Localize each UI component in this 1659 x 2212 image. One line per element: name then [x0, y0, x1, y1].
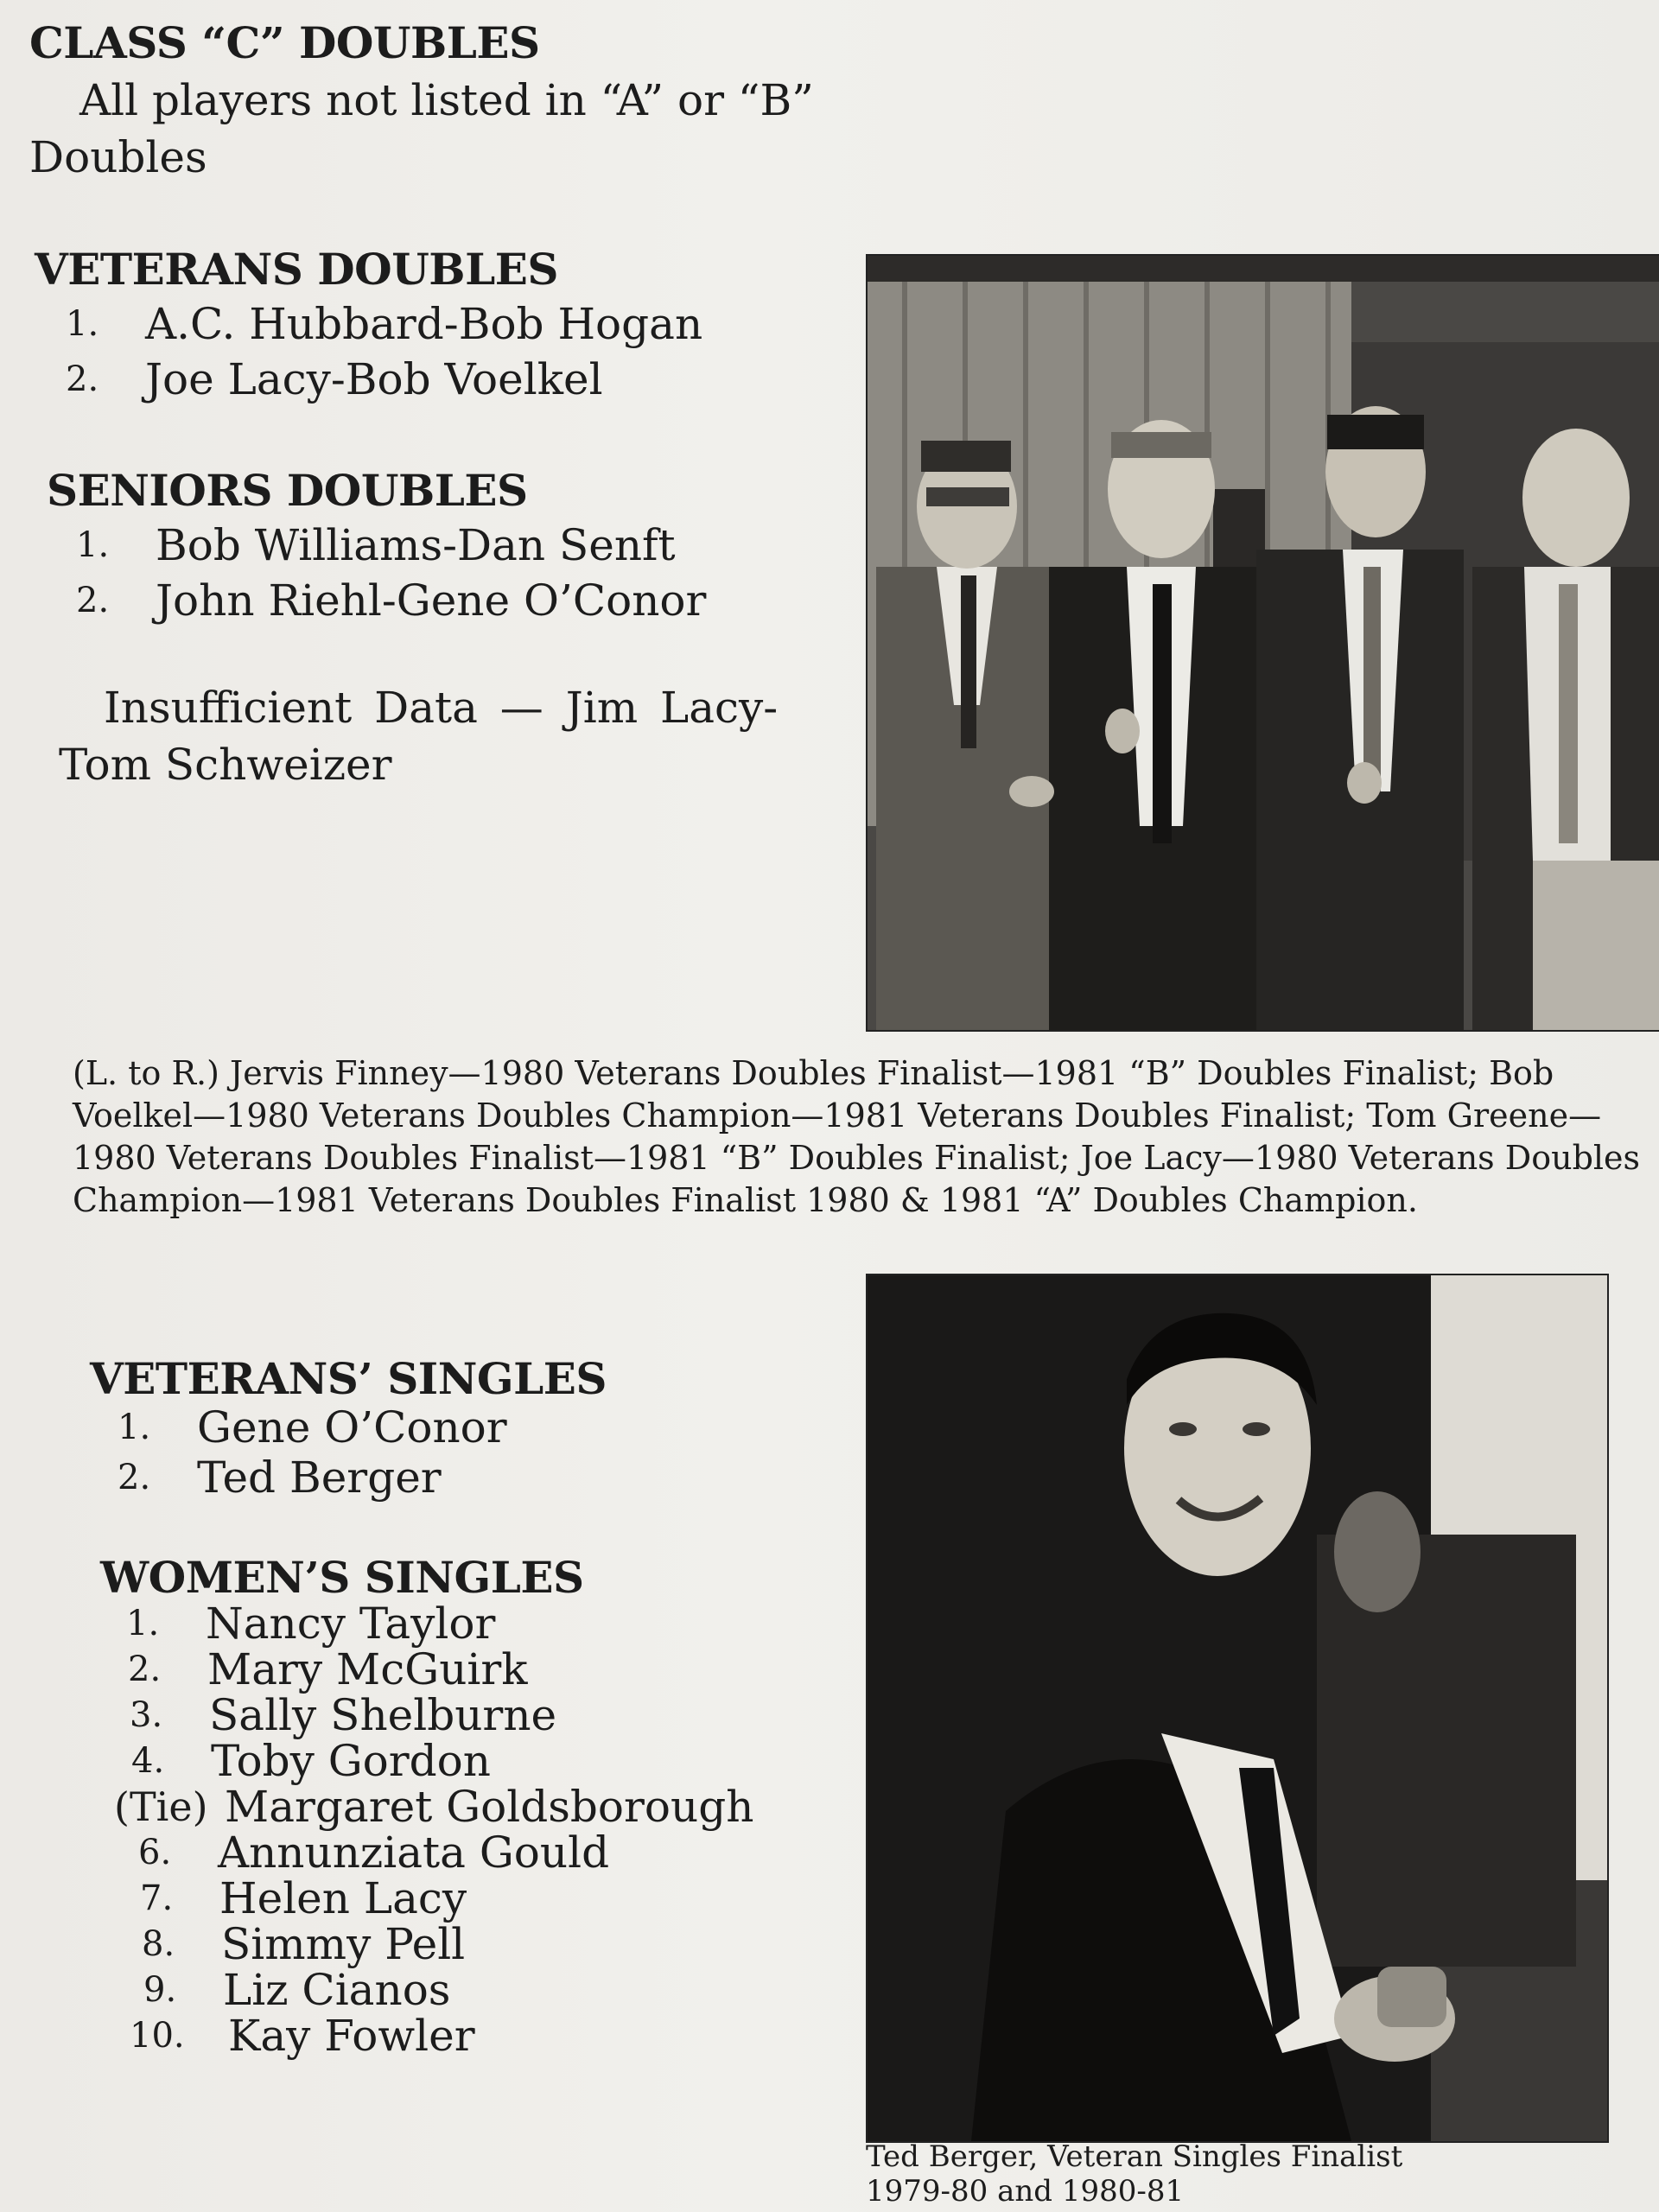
list-item: [100, 1967, 753, 2013]
note-line1: Insufficient Data — Jim Lacy-: [104, 683, 779, 733]
class-c-section: [29, 19, 814, 186]
insufficient-data-note: [59, 679, 778, 793]
veterans-doubles-section: [35, 245, 702, 407]
rank-number: 8.: [142, 1924, 175, 1964]
rank-number: 2.: [66, 359, 99, 399]
list-item: [118, 1402, 607, 1452]
list-item: [100, 1827, 753, 1878]
portrait-caption-line2: 1979-80 and 1980-81: [866, 2174, 1185, 2209]
rank-number: 1.: [118, 1408, 151, 1447]
veterans-singles-section: [90, 1355, 607, 1503]
class-c-line1: All players not listed in “A” or “B”: [79, 75, 814, 125]
player-names: John Riehl-Gene O’Conor: [156, 575, 707, 626]
list-item: [100, 1873, 753, 1923]
player-name: Toby Gordon: [211, 1736, 491, 1786]
rank-number: 2.: [76, 581, 110, 620]
player-name: Kay Fowler: [228, 2011, 475, 2061]
player-name: Liz Cianos: [223, 1965, 451, 2015]
player-name: Gene O’Conor: [197, 1402, 507, 1452]
caption-line2: Voelkel—1980 Veterans Doubles Champion—1981 Veterans Doubles Finalist; Tom Greene—: [73, 1096, 1602, 1135]
portrait-photo-caption: [866, 2139, 1402, 2209]
rank-number: 1.: [76, 525, 110, 565]
group-photo-caption: [73, 1052, 1641, 1222]
player-name: Helen Lacy: [219, 1873, 467, 1923]
player-name: Simmy Pell: [221, 1919, 466, 1969]
player-name: Nancy Taylor: [206, 1599, 496, 1649]
list-item: [100, 1601, 753, 1647]
rank-number: 3.: [130, 1695, 163, 1735]
veterans-singles-heading: VETERANS’ SINGLES: [90, 1353, 607, 1404]
player-names: A.C. Hubbard-Bob Hogan: [145, 299, 703, 349]
list-item: [100, 1738, 753, 1784]
rank-number: 6.: [138, 1833, 172, 1872]
group-photo: [866, 254, 1659, 1032]
seniors-doubles-heading: SENIORS DOUBLES: [47, 465, 528, 516]
player-name: Margaret Goldsborough: [225, 1782, 754, 1832]
list-item: [76, 518, 706, 573]
rank-number: 10.: [130, 2016, 185, 2056]
class-c-line2: Doubles: [29, 132, 207, 182]
rank-number: 4.: [131, 1741, 165, 1781]
player-names: Bob Williams-Dan Senft: [156, 520, 676, 570]
portrait-photo-image: [868, 1275, 1607, 2141]
list-item: [100, 1919, 753, 1969]
portrait-photo: [866, 1274, 1609, 2143]
player-name: Ted Berger: [197, 1452, 442, 1503]
player-name: Mary McGuirk: [207, 1644, 528, 1694]
player-names: Joe Lacy-Bob Voelkel: [145, 354, 603, 404]
note-line2: Tom Schweizer: [59, 740, 392, 790]
womens-singles-section: [100, 1554, 753, 2059]
veterans-singles-list: [90, 1402, 607, 1503]
rank-number: 2.: [128, 1649, 162, 1689]
list-item: [76, 573, 706, 628]
list-item: [118, 1452, 607, 1503]
seniors-doubles-section: [47, 467, 706, 628]
womens-singles-heading: WOMEN’S SINGLES: [100, 1552, 584, 1603]
caption-line3: 1980 Veterans Doubles Finalist—1981 “B” Doubles Finalist; Joe Lacy—1980 Veterans Doubles: [73, 1139, 1641, 1177]
rank-number: 7.: [140, 1878, 174, 1918]
portrait-caption-line1: Ted Berger, Veteran Singles Finalist: [866, 2139, 1403, 2174]
rank-tie: (Tie): [114, 1783, 208, 1830]
list-item: [100, 1644, 753, 1694]
womens-singles-list: [100, 1601, 753, 2059]
rank-number: 1.: [66, 304, 99, 344]
caption-line4: Champion—1981 Veterans Doubles Finalist 1980 & 1981 “A” Doubles Champion.: [73, 1181, 1418, 1219]
rank-number: 2.: [118, 1458, 151, 1497]
list-item: [100, 1784, 753, 1830]
player-name: Annunziata Gould: [218, 1827, 610, 1878]
veterans-doubles-heading: VETERANS DOUBLES: [35, 244, 558, 295]
rank-number: 1.: [126, 1604, 160, 1643]
seniors-doubles-list: [47, 518, 706, 628]
list-item: [66, 296, 702, 352]
list-item: [100, 1690, 753, 1740]
list-item: [66, 352, 702, 407]
player-name: Sally Shelburne: [209, 1690, 557, 1740]
list-item: [100, 2013, 753, 2059]
group-photo-image: [868, 256, 1659, 1030]
veterans-doubles-list: [35, 296, 702, 407]
rank-number: 9.: [143, 1970, 177, 2010]
caption-line1: (L. to R.) Jervis Finney—1980 Veterans Doubles Finalist—1981 “B” Doubles Finalist; Bob: [73, 1054, 1554, 1092]
class-c-heading: CLASS “C” DOUBLES: [29, 17, 540, 68]
